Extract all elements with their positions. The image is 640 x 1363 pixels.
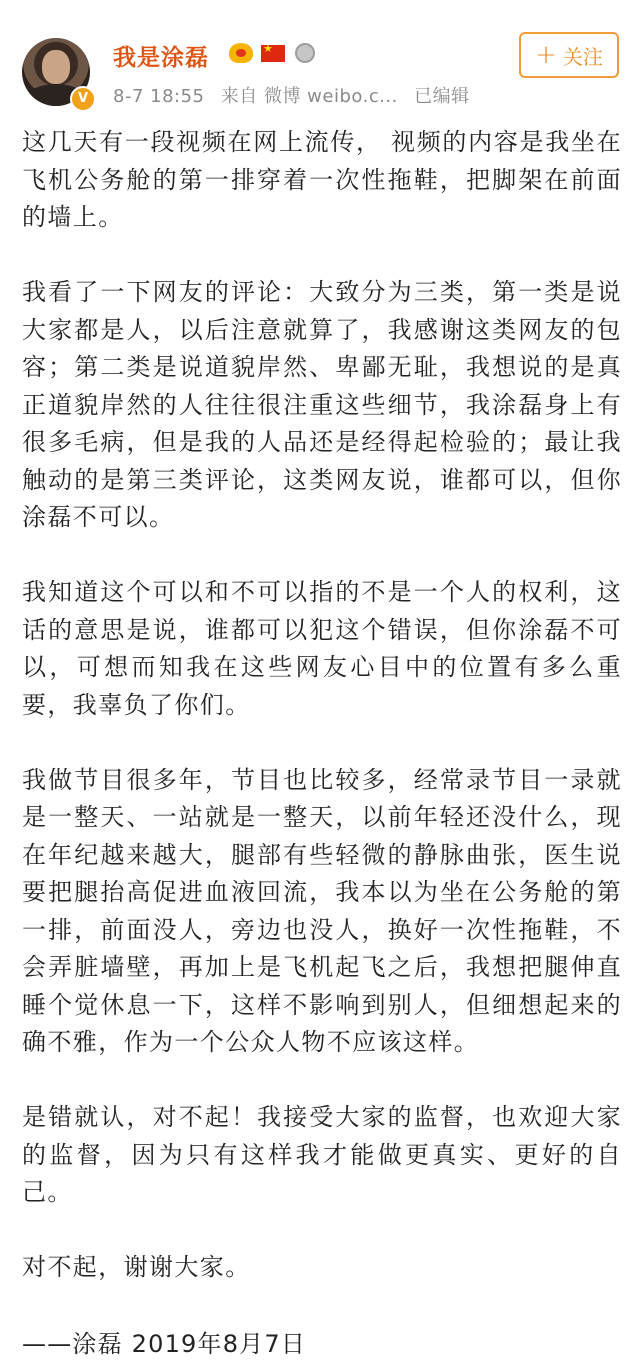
follow-label: 关注: [562, 44, 603, 69]
post-source[interactable]: 来自 微博 weibo.c...: [220, 86, 398, 107]
post-paragraph: 这几天有一段视频在网上流传， 视频的内容是我坐在飞机公务舱的第一排穿着一次性拖鞋，把脚架在前面的墙上。: [22, 128, 622, 231]
post-meta: [113, 82, 480, 108]
user-badges: [228, 42, 318, 64]
post-paragraph: 我知道这个可以和不可以指的不是一个人的权利，这话的意思是说，谁都可以犯这个错误，但你涂磊不可以，可想而知我在这些网友心目中的位置有多么重要，我辜负了你们。: [22, 578, 622, 719]
post-header: [0, 0, 640, 115]
follow-button[interactable]: [519, 32, 619, 78]
china-flag-icon[interactable]: [260, 42, 286, 64]
post-body: [22, 124, 622, 1324]
post-paragraph: 对不起，谢谢大家。: [22, 1253, 251, 1281]
post-paragraph: 是错就认，对不起！我接受大家的监督，也欢迎大家的监督，因为只有这样我才能做更真实、更好的自己。: [22, 1103, 622, 1206]
post-paragraph: 我看了一下网友的评论：大致分为三类，第一类是说大家都是人，以后注意就算了，我感谢这类网友的包容；第二类是说道貌岸然、卑鄙无耻，我想说的是真正道貌岸然的人往往很注重这些细节，我涂磊身上有很多毛病，但是我的人品还是经得起检验的；最让我触动的是第三类评论，这类网友说，谁都可以，但你涂磊不可以。: [22, 278, 622, 531]
username[interactable]: 我是涂磊: [113, 45, 209, 71]
avatar-face: [42, 50, 70, 84]
edited-label[interactable]: 已编辑: [414, 86, 470, 107]
medal-icon[interactable]: [292, 42, 318, 64]
post-time: 8-7 18:55: [113, 86, 205, 107]
post-paragraph: 我做节目很多年，节目也比较多，经常录节目一录就是一整天、一站就是一整天，以前年轻还没什么，现在年纪越来越大，腿部有些轻微的静脉曲张，医生说要把腿抬高促进血液回流，我本以为坐在公务舱的第一排，前面没人，旁边也没人，换好一次性拖鞋，不会弄脏墙壁，再加上是飞机起飞之后，我想把腿伸直睡个觉休息一下，这样不影响到别人，但细想起来的确不雅，作为一个公众人物不应该这样。: [22, 765, 622, 1056]
post-signature: ——涂磊 2019年8月7日: [22, 1330, 307, 1358]
verified-icon: V: [70, 86, 96, 112]
plus-icon: +: [535, 40, 557, 70]
crown-badge-icon[interactable]: [228, 42, 254, 64]
